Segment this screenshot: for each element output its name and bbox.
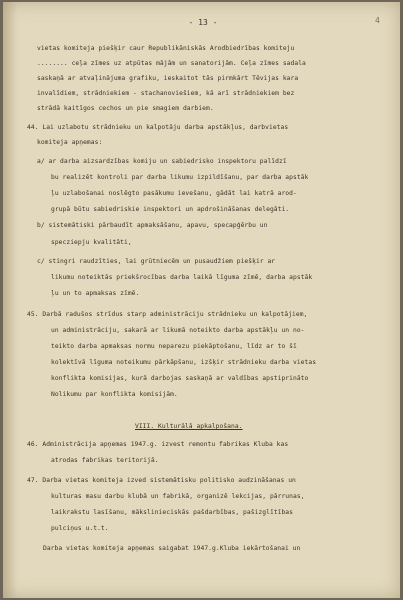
text-line: komiteja apņemas: xyxy=(37,139,103,146)
text-line: b/ sistemātiski pārbaudīt apmaksāšanu, apavu, specapģērbu un xyxy=(37,222,268,229)
document-page xyxy=(3,2,400,598)
text-line: specziepju kvalitāti, xyxy=(51,239,132,246)
text-line: likumu noteiktās priekšrocības darba laikā līguma zīmē, darba apstāk xyxy=(51,274,313,281)
text-line: un administrāciju, sakarā ar likumā noteikto darba apstākļu un no- xyxy=(51,327,305,334)
text-line: teikto darba apmaksas normu neparezu piekāptošanu, līdz ar to šī xyxy=(51,343,297,350)
page-number: - 13 - xyxy=(188,18,218,27)
text-line: invalīdiem, strādniekiem - stachanoviešiem, kā arī strādniekiem bez xyxy=(37,90,295,97)
text-line: 47. Darba vietas komiteja izved sistemātisku politisko audzināšanas un xyxy=(27,477,296,484)
text-line: pulciņus u.t.t. xyxy=(51,525,109,532)
text-line: 45. Darbā radušos strīdus starp administrāciju strādnieku un kalpotājiem, xyxy=(27,311,308,318)
section-heading: VIII. Kulturālā apkalpošana. xyxy=(135,423,243,430)
paper-edge-stain xyxy=(3,2,17,598)
text-line: bu realizēt kontroli par darba likumu izpildīšanu, par darba apstāk xyxy=(51,174,309,181)
corner-mark: 4 xyxy=(375,16,380,25)
text-line: laikrakstu lasīšanu, mākslinieciskās pašdarbības, pašizglītības xyxy=(51,509,293,516)
text-line: kulturas masu darbu klubā un fabrikā, organizē lekcijas, pārrunas, xyxy=(51,493,305,500)
text-line: atrodas fabrikas teritorijā. xyxy=(51,457,159,464)
text-line: Nolikumu par konflikta komisijām. xyxy=(51,391,178,398)
text-line: 44. Lai uzlabotu strādnieku un kalpotāju darba apstākļus, darbvietas xyxy=(27,124,289,131)
text-line: konflikta komisijas, kurā darbojas saskaņā ar valdības apstiprināto xyxy=(51,375,309,382)
text-line: c/ stingri raudzīties, lai grūtniecēm un pusaudžiem piešķir ar xyxy=(37,258,276,265)
text-line: 46. Administrācija apņemas 1947.g. izvest remontu fabrikas Kluba kas xyxy=(27,441,289,448)
text-line: kolektīvā līguma noteikumu pārkāpšanu, izšķir strādnieku darba vietas xyxy=(51,359,317,366)
text-line: strādā kaitīgos cechos un pie smagiem darbiem. xyxy=(37,105,214,112)
text-line: Darba vietas komiteja apņemas saigabat 1947.g.Kluba iekārtošanai un xyxy=(43,545,301,552)
text-line: vietas komiteja piešķir caur Republikāniskās Arodbiedrības komiteju xyxy=(37,45,295,52)
text-line: ļu un to apmaksas zīmē. xyxy=(51,290,140,297)
text-line: saskaņā ar atvaļinājuma grafiku, ieskaitot tās pirmkārt Tēvijas kara xyxy=(37,75,299,82)
text-line: ........ ceļa zīmes uz atpūtas mājām un sanatorijām. Ceļa zīmes sadala xyxy=(37,60,306,67)
text-line: a/ ar darba aizsardzības komiju un sabiedrisko inspektoru palīdzī xyxy=(37,158,287,165)
text-line: ļu uzlabošanai noslēgto pasākumu ievešanu, gādāt lai katrā arod- xyxy=(51,190,297,197)
text-line: grupā būtu sabiedriskie inspektori un apdrošināšanas delegāti. xyxy=(51,206,290,213)
